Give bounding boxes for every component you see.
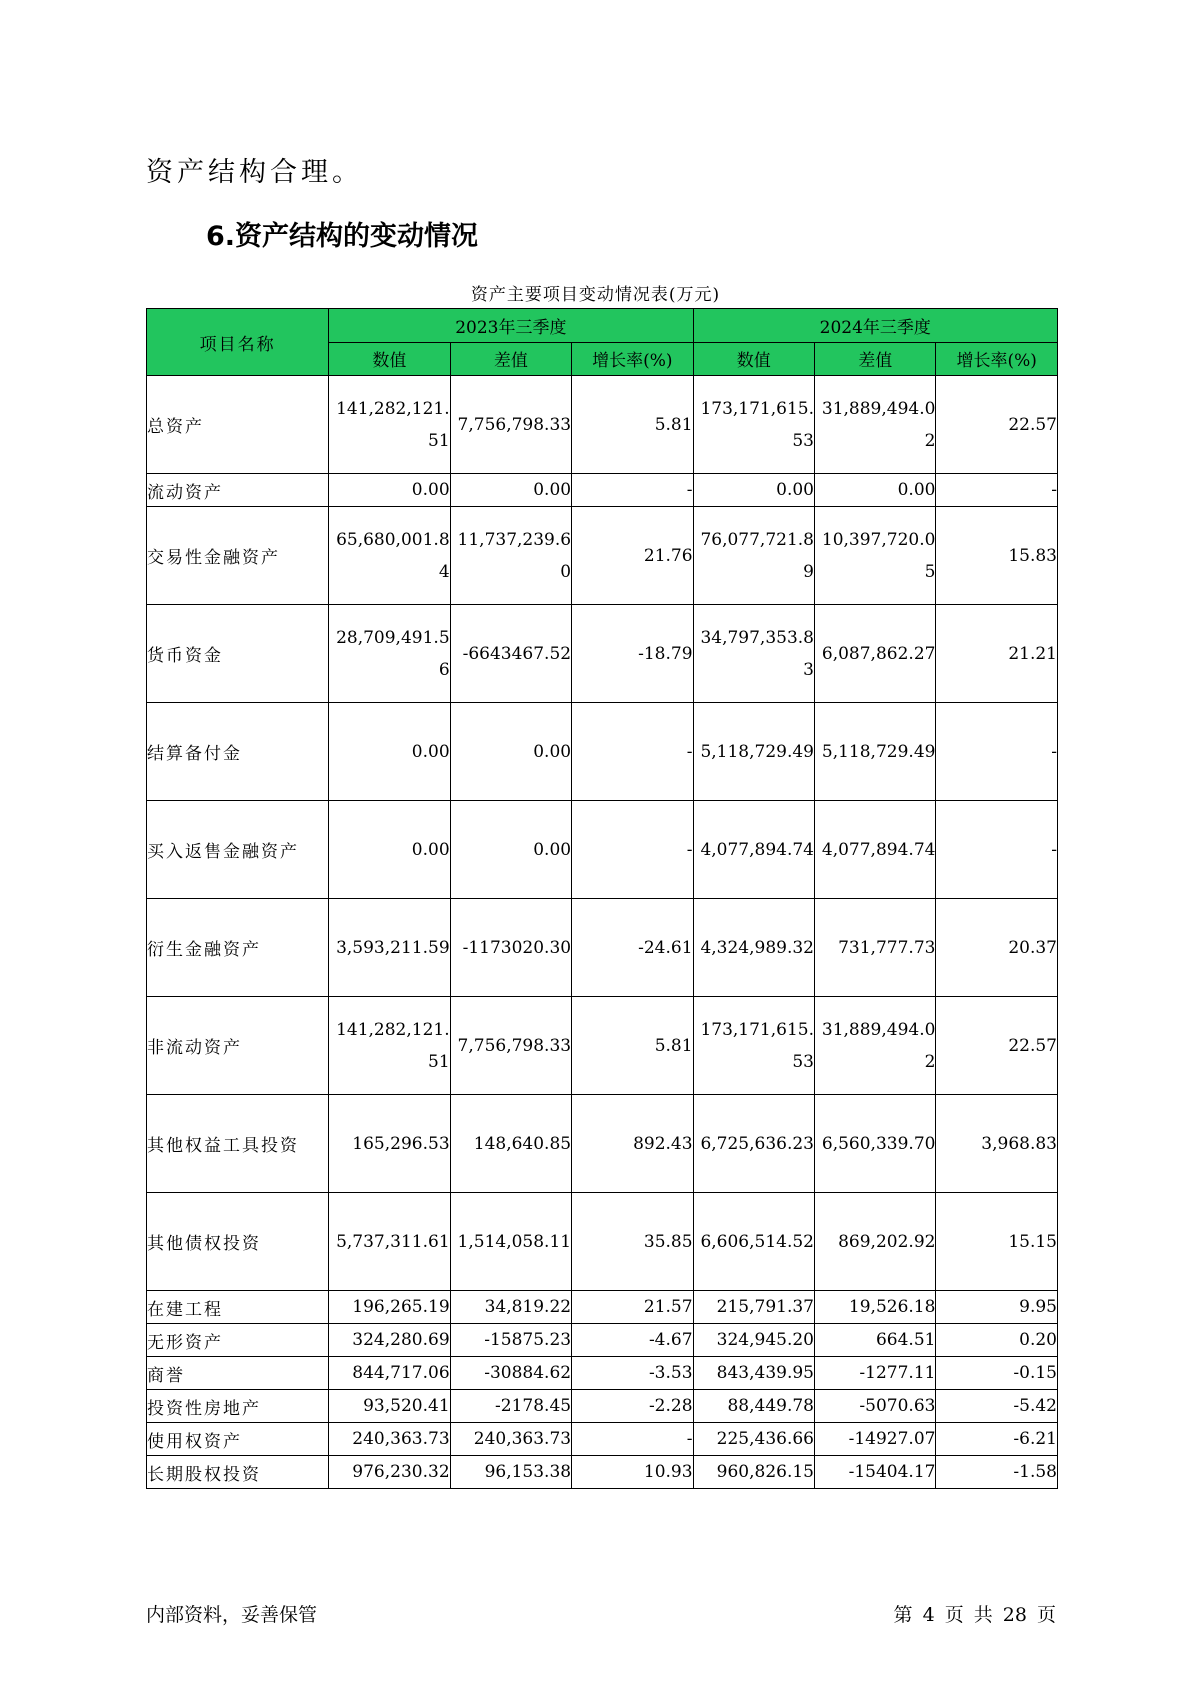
cell-d24: 5,118,729.49 xyxy=(815,703,936,801)
cell-v23: 240,363.73 xyxy=(329,1423,450,1456)
cell-v23: 0.00 xyxy=(329,801,450,899)
cell-d23: -2178.45 xyxy=(450,1390,571,1423)
cell-d23: 1,514,058.11 xyxy=(450,1193,571,1291)
section-heading: 6.资产结构的变动情况 xyxy=(206,221,479,252)
cell-d23: -1173020.30 xyxy=(450,899,571,997)
cell-r24: -1.58 xyxy=(936,1456,1058,1489)
header-value-2024: 数值 xyxy=(693,342,814,376)
cell-v24: 6,725,636.23 xyxy=(693,1095,814,1193)
cell-r24: 22.57 xyxy=(936,997,1058,1095)
cell-r24: -5.42 xyxy=(936,1390,1058,1423)
table-row xyxy=(147,376,1058,474)
cell-r23: 5.81 xyxy=(572,376,693,474)
cell-v24: 4,077,894.74 xyxy=(693,801,814,899)
cell-r24: - xyxy=(936,703,1058,801)
footer-confidential-note: 内部资料，妥善保管 xyxy=(146,1604,318,1626)
cell-d24: 31,889,494.02 xyxy=(815,997,936,1095)
asset-change-table xyxy=(146,308,1058,1489)
cell-v24: 960,826.15 xyxy=(693,1456,814,1489)
cell-r23: 892.43 xyxy=(572,1095,693,1193)
header-value-2023: 数值 xyxy=(329,342,450,376)
cell-d24: -14927.07 xyxy=(815,1423,936,1456)
cell-v23: 0.00 xyxy=(329,474,450,507)
cell-d23: 240,363.73 xyxy=(450,1423,571,1456)
cell-r23: 21.76 xyxy=(572,507,693,605)
cell-r23: -3.53 xyxy=(572,1357,693,1390)
cell-d24: 0.00 xyxy=(815,474,936,507)
table-row xyxy=(147,997,1058,1095)
row-item-name: 衍生金融资产 xyxy=(147,899,329,997)
intro-text: 资产结构合理。 xyxy=(146,157,363,188)
cell-v23: 196,265.19 xyxy=(329,1291,450,1324)
row-item-name: 非流动资产 xyxy=(147,997,329,1095)
cell-d23: 148,640.85 xyxy=(450,1095,571,1193)
table-row xyxy=(147,507,1058,605)
header-item-name: 项目名称 xyxy=(147,309,329,376)
row-item-name: 投资性房地产 xyxy=(147,1390,329,1423)
cell-r23: -4.67 xyxy=(572,1324,693,1357)
cell-d24: -15404.17 xyxy=(815,1456,936,1489)
cell-v24: 843,439.95 xyxy=(693,1357,814,1390)
cell-d24: -1277.11 xyxy=(815,1357,936,1390)
cell-d24: 6,087,862.27 xyxy=(815,605,936,703)
cell-r24: 20.37 xyxy=(936,899,1058,997)
cell-v23: 3,593,211.59 xyxy=(329,899,450,997)
header-rate-2023: 增长率(%) xyxy=(572,342,693,376)
cell-v23: 844,717.06 xyxy=(329,1357,450,1390)
cell-r24: 3,968.83 xyxy=(936,1095,1058,1193)
header-period-2023: 2023年三季度 xyxy=(329,309,693,343)
cell-d24: 31,889,494.02 xyxy=(815,376,936,474)
table-row xyxy=(147,1291,1058,1324)
cell-d23: -15875.23 xyxy=(450,1324,571,1357)
cell-v24: 88,449.78 xyxy=(693,1390,814,1423)
cell-v23: 165,296.53 xyxy=(329,1095,450,1193)
cell-v23: 976,230.32 xyxy=(329,1456,450,1489)
cell-d24: 19,526.18 xyxy=(815,1291,936,1324)
cell-d24: 869,202.92 xyxy=(815,1193,936,1291)
table-caption: 资产主要项目变动情况表(万元) xyxy=(470,285,721,305)
table-row xyxy=(147,703,1058,801)
table-row xyxy=(147,1390,1058,1423)
table-row xyxy=(147,1324,1058,1357)
cell-v24: 215,791.37 xyxy=(693,1291,814,1324)
cell-v24: 34,797,353.83 xyxy=(693,605,814,703)
cell-r24: - xyxy=(936,474,1058,507)
row-item-name: 结算备付金 xyxy=(147,703,329,801)
row-item-name: 其他债权投资 xyxy=(147,1193,329,1291)
table-row xyxy=(147,605,1058,703)
cell-r23: 21.57 xyxy=(572,1291,693,1324)
cell-r24: 21.21 xyxy=(936,605,1058,703)
cell-r23: 10.93 xyxy=(572,1456,693,1489)
footer-page-number: 第 4 页 共 28 页 xyxy=(893,1604,1056,1626)
row-item-name: 交易性金融资产 xyxy=(147,507,329,605)
table-row xyxy=(147,474,1058,507)
cell-v24: 76,077,721.89 xyxy=(693,507,814,605)
cell-d23: 34,819.22 xyxy=(450,1291,571,1324)
cell-v24: 173,171,615.53 xyxy=(693,997,814,1095)
cell-d24: 6,560,339.70 xyxy=(815,1095,936,1193)
cell-d24: 4,077,894.74 xyxy=(815,801,936,899)
cell-v24: 6,606,514.52 xyxy=(693,1193,814,1291)
cell-r23: - xyxy=(572,474,693,507)
cell-v23: 5,737,311.61 xyxy=(329,1193,450,1291)
cell-v24: 173,171,615.53 xyxy=(693,376,814,474)
table-body xyxy=(147,376,1058,1489)
cell-d24: 10,397,720.05 xyxy=(815,507,936,605)
cell-d23: 0.00 xyxy=(450,703,571,801)
cell-d23: -30884.62 xyxy=(450,1357,571,1390)
cell-r24: -6.21 xyxy=(936,1423,1058,1456)
cell-v23: 93,520.41 xyxy=(329,1390,450,1423)
row-item-name: 商誉 xyxy=(147,1357,329,1390)
cell-v23: 324,280.69 xyxy=(329,1324,450,1357)
cell-v24: 5,118,729.49 xyxy=(693,703,814,801)
cell-r23: -2.28 xyxy=(572,1390,693,1423)
cell-v24: 225,436.66 xyxy=(693,1423,814,1456)
cell-r24: 22.57 xyxy=(936,376,1058,474)
row-item-name: 总资产 xyxy=(147,376,329,474)
cell-d23: 0.00 xyxy=(450,801,571,899)
cell-r23: 5.81 xyxy=(572,997,693,1095)
row-item-name: 流动资产 xyxy=(147,474,329,507)
cell-v23: 141,282,121.51 xyxy=(329,376,450,474)
table-row xyxy=(147,1423,1058,1456)
row-item-name: 货币资金 xyxy=(147,605,329,703)
cell-r23: - xyxy=(572,1423,693,1456)
table-row xyxy=(147,1095,1058,1193)
cell-d24: -5070.63 xyxy=(815,1390,936,1423)
cell-r23: - xyxy=(572,703,693,801)
cell-r24: -0.15 xyxy=(936,1357,1058,1390)
cell-v24: 4,324,989.32 xyxy=(693,899,814,997)
header-rate-2024: 增长率(%) xyxy=(936,342,1058,376)
cell-d23: 11,737,239.60 xyxy=(450,507,571,605)
cell-r24: 15.15 xyxy=(936,1193,1058,1291)
table-row xyxy=(147,1193,1058,1291)
cell-d24: 664.51 xyxy=(815,1324,936,1357)
cell-v24: 324,945.20 xyxy=(693,1324,814,1357)
cell-v24: 0.00 xyxy=(693,474,814,507)
cell-d23: 7,756,798.33 xyxy=(450,376,571,474)
cell-d24: 731,777.73 xyxy=(815,899,936,997)
cell-r23: -24.61 xyxy=(572,899,693,997)
row-item-name: 在建工程 xyxy=(147,1291,329,1324)
cell-v23: 0.00 xyxy=(329,703,450,801)
cell-d23: 96,153.38 xyxy=(450,1456,571,1489)
cell-v23: 141,282,121.51 xyxy=(329,997,450,1095)
row-item-name: 买入返售金融资产 xyxy=(147,801,329,899)
cell-d23: 0.00 xyxy=(450,474,571,507)
cell-d23: 7,756,798.33 xyxy=(450,997,571,1095)
cell-r23: 35.85 xyxy=(572,1193,693,1291)
row-item-name: 使用权资产 xyxy=(147,1423,329,1456)
cell-r23: - xyxy=(572,801,693,899)
cell-v23: 65,680,001.84 xyxy=(329,507,450,605)
cell-r24: 15.83 xyxy=(936,507,1058,605)
table-row xyxy=(147,801,1058,899)
header-period-2024: 2024年三季度 xyxy=(693,309,1057,343)
cell-r24: 0.20 xyxy=(936,1324,1058,1357)
cell-r24: 9.95 xyxy=(936,1291,1058,1324)
row-item-name: 其他权益工具投资 xyxy=(147,1095,329,1193)
table-row xyxy=(147,1357,1058,1390)
cell-d23: -6643467.52 xyxy=(450,605,571,703)
row-item-name: 长期股权投资 xyxy=(147,1456,329,1489)
header-diff-2024: 差值 xyxy=(815,342,936,376)
header-diff-2023: 差值 xyxy=(450,342,571,376)
cell-r24: - xyxy=(936,801,1058,899)
table-row xyxy=(147,899,1058,997)
cell-v23: 28,709,491.56 xyxy=(329,605,450,703)
cell-r23: -18.79 xyxy=(572,605,693,703)
table-row xyxy=(147,1456,1058,1489)
row-item-name: 无形资产 xyxy=(147,1324,329,1357)
